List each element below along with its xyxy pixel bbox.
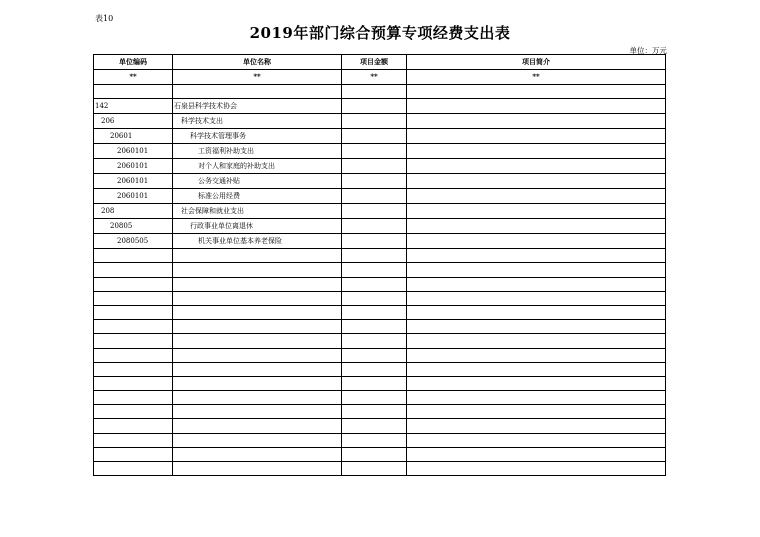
col-header-unit-code: 单位编码 (94, 55, 173, 70)
placeholder-cell: ** (173, 70, 342, 85)
empty-cell (342, 305, 407, 319)
empty-cell (94, 405, 173, 419)
empty-cell (342, 376, 407, 390)
empty-cell (94, 291, 173, 305)
empty-cell (173, 85, 342, 99)
empty-cell (342, 348, 407, 362)
empty-cell (173, 320, 342, 334)
unit-code-cell: 2060101 (94, 159, 173, 174)
empty-cell (173, 462, 342, 476)
table-row (94, 174, 666, 189)
empty-cell (407, 419, 666, 433)
unit-name-cell: 行政事业单位离退休 (173, 219, 342, 234)
table-row (94, 114, 666, 129)
placeholder-row (94, 70, 666, 85)
amount-cell (342, 144, 407, 159)
amount-cell (342, 219, 407, 234)
table-row (94, 219, 666, 234)
empty-row (94, 433, 666, 447)
description-cell (407, 234, 666, 249)
placeholder-cell: ** (342, 70, 407, 85)
header-row (94, 55, 666, 70)
empty-cell (94, 348, 173, 362)
empty-cell (173, 447, 342, 461)
description-cell (407, 129, 666, 144)
empty-cell (407, 376, 666, 390)
empty-cell (94, 419, 173, 433)
empty-cell (407, 405, 666, 419)
empty-row (94, 334, 666, 348)
empty-cell (342, 320, 407, 334)
empty-row (94, 405, 666, 419)
unit-code-cell: 2060101 (94, 189, 173, 204)
table-body (94, 70, 666, 476)
empty-cell (342, 462, 407, 476)
empty-row (94, 362, 666, 376)
amount-cell (342, 174, 407, 189)
empty-cell (94, 305, 173, 319)
unit-label: 单位：万元 (629, 46, 667, 55)
empty-cell (94, 362, 173, 376)
empty-row (94, 462, 666, 476)
col-header-description: 项目简介 (407, 55, 666, 70)
empty-cell (94, 277, 173, 291)
description-cell (407, 144, 666, 159)
empty-cell (342, 391, 407, 405)
table-row (94, 99, 666, 114)
empty-cell (94, 320, 173, 334)
table-row (94, 159, 666, 174)
empty-row (94, 249, 666, 263)
amount-cell (342, 99, 407, 114)
empty-cell (94, 263, 173, 277)
description-cell (407, 99, 666, 114)
empty-cell (407, 334, 666, 348)
empty-cell (173, 391, 342, 405)
empty-cell (94, 447, 173, 461)
empty-cell (173, 277, 342, 291)
empty-row (94, 391, 666, 405)
description-cell (407, 159, 666, 174)
empty-row (94, 263, 666, 277)
unit-code-cell: 2060101 (94, 174, 173, 189)
description-cell (407, 114, 666, 129)
unit-code-cell: 142 (94, 99, 173, 114)
empty-cell (407, 277, 666, 291)
empty-cell (342, 433, 407, 447)
table-row (94, 129, 666, 144)
empty-row (94, 376, 666, 390)
amount-cell (342, 129, 407, 144)
placeholder-cell: ** (407, 70, 666, 85)
empty-cell (94, 376, 173, 390)
amount-cell (342, 189, 407, 204)
empty-cell (407, 249, 666, 263)
unit-name-cell: 社会保障和就业支出 (173, 204, 342, 219)
empty-cell (173, 433, 342, 447)
empty-cell (407, 85, 666, 99)
empty-cell (342, 419, 407, 433)
table-row (94, 144, 666, 159)
unit-name-cell: 工资福利补助支出 (173, 144, 342, 159)
empty-cell (407, 320, 666, 334)
empty-cell (407, 348, 666, 362)
empty-cell (94, 462, 173, 476)
empty-cell (173, 419, 342, 433)
placeholder-cell: ** (94, 70, 173, 85)
unit-name-cell: 标准公用经费 (173, 189, 342, 204)
empty-cell (407, 433, 666, 447)
unit-code-cell: 206 (94, 114, 173, 129)
empty-cell (173, 376, 342, 390)
empty-row (94, 305, 666, 319)
empty-cell (407, 447, 666, 461)
empty-cell (94, 433, 173, 447)
amount-cell (342, 204, 407, 219)
empty-cell (173, 291, 342, 305)
empty-row (94, 348, 666, 362)
empty-cell (342, 334, 407, 348)
empty-cell (173, 249, 342, 263)
unit-code-cell: 2080505 (94, 234, 173, 249)
empty-row (94, 447, 666, 461)
empty-row (94, 419, 666, 433)
unit-code-cell: 208 (94, 204, 173, 219)
empty-cell (342, 405, 407, 419)
amount-cell (342, 114, 407, 129)
table-row (94, 189, 666, 204)
unit-name-cell: 对个人和家庭的补助支出 (173, 159, 342, 174)
expenditure-table (93, 54, 666, 476)
unit-name-cell: 机关事业单位基本养老保险 (173, 234, 342, 249)
unit-code-cell: 20805 (94, 219, 173, 234)
empty-cell (407, 305, 666, 319)
empty-cell (342, 362, 407, 376)
empty-cell (342, 263, 407, 277)
table-row (94, 234, 666, 249)
description-cell (407, 189, 666, 204)
empty-cell (173, 405, 342, 419)
empty-cell (173, 305, 342, 319)
empty-row (94, 277, 666, 291)
empty-cell (407, 263, 666, 277)
unit-name-cell: 科学技术管理事务 (173, 129, 342, 144)
empty-cell (407, 291, 666, 305)
empty-cell (342, 249, 407, 263)
empty-cell (173, 263, 342, 277)
table-number: 表10 (95, 14, 114, 23)
table-row (94, 204, 666, 219)
empty-cell (407, 462, 666, 476)
empty-cell (407, 391, 666, 405)
empty-row (94, 85, 666, 99)
empty-row (94, 291, 666, 305)
col-header-amount: 项目金额 (342, 55, 407, 70)
empty-cell (94, 391, 173, 405)
description-cell (407, 174, 666, 189)
empty-cell (342, 85, 407, 99)
page-title: 2019年部门综合预算专项经费支出表 (249, 24, 511, 42)
unit-code-cell: 2060101 (94, 144, 173, 159)
empty-cell (173, 334, 342, 348)
unit-code-cell: 20601 (94, 129, 173, 144)
empty-cell (407, 362, 666, 376)
empty-cell (94, 85, 173, 99)
unit-name-cell: 石泉县科学技术协会 (173, 99, 342, 114)
empty-cell (173, 362, 342, 376)
empty-cell (342, 277, 407, 291)
amount-cell (342, 234, 407, 249)
unit-name-cell: 科学技术支出 (173, 114, 342, 129)
empty-cell (94, 334, 173, 348)
col-header-unit-name: 单位名称 (173, 55, 342, 70)
unit-name-cell: 公务交通补贴 (173, 174, 342, 189)
empty-cell (173, 348, 342, 362)
empty-row (94, 320, 666, 334)
empty-cell (94, 249, 173, 263)
empty-cell (342, 447, 407, 461)
description-cell (407, 204, 666, 219)
description-cell (407, 219, 666, 234)
empty-cell (342, 291, 407, 305)
amount-cell (342, 159, 407, 174)
